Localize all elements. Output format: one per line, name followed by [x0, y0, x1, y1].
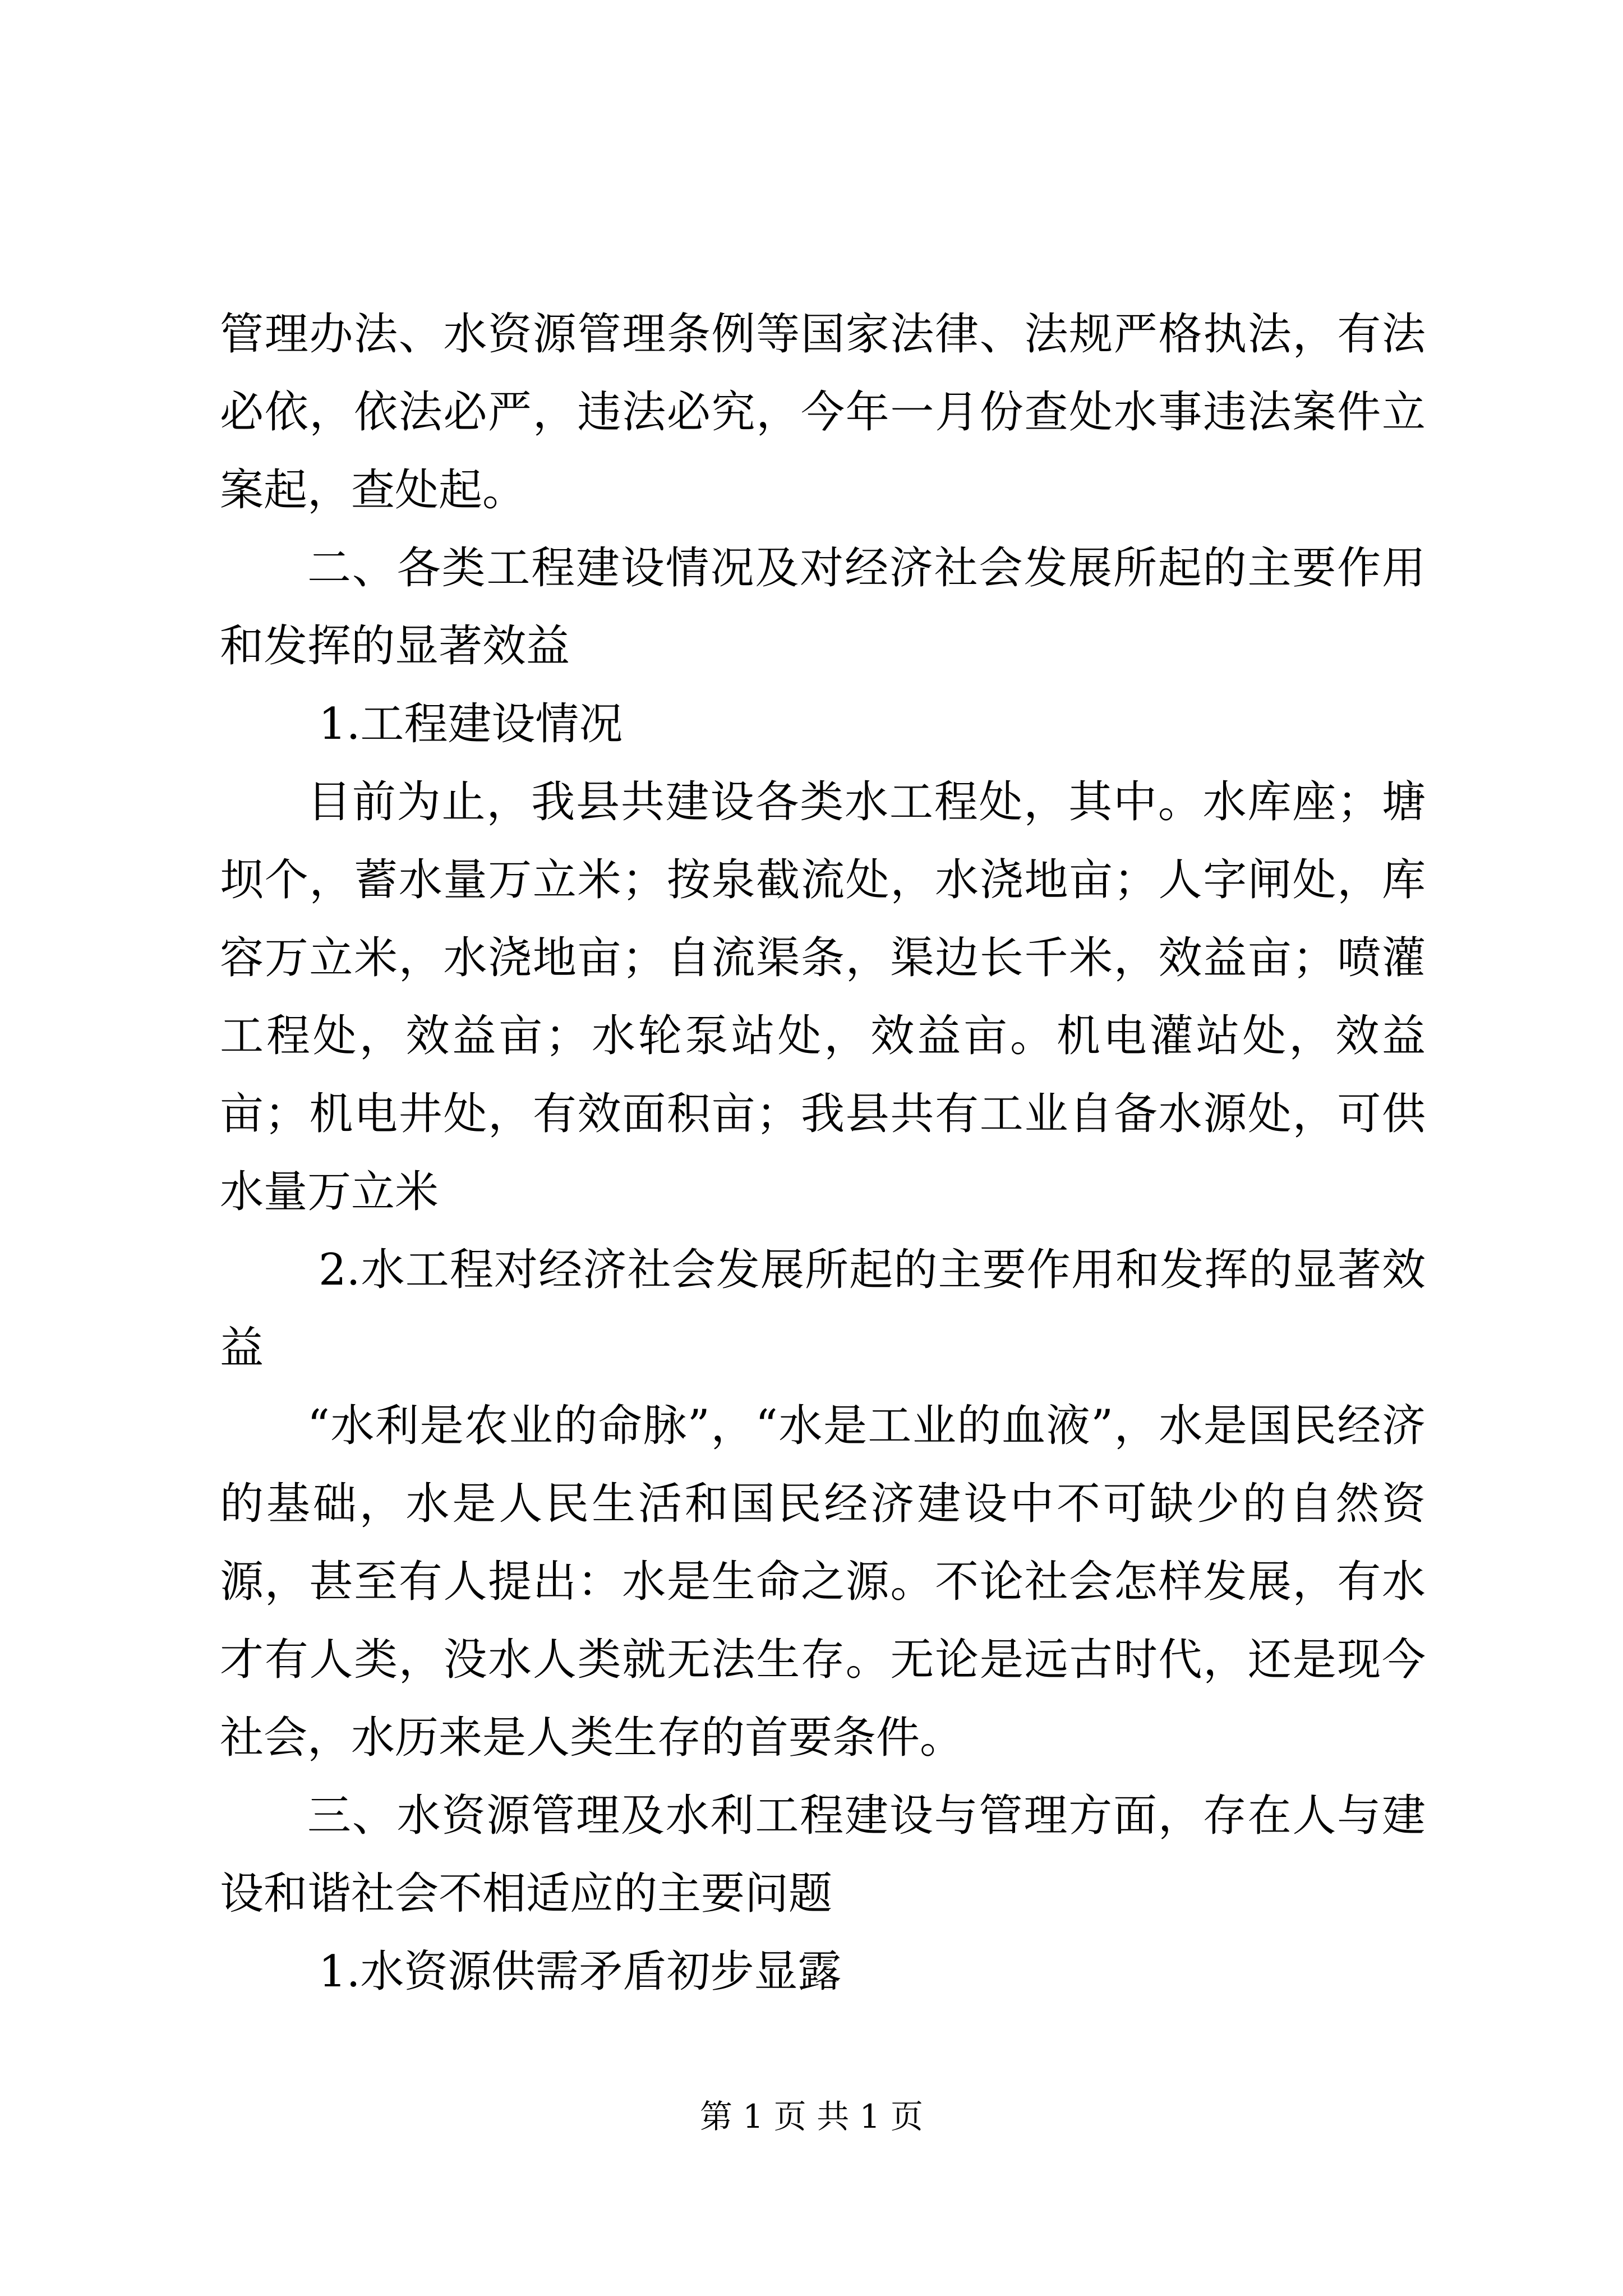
subheading-project-benefits: 2.水工程对经济社会发展所起的主要作用和发挥的显著效益	[220, 1245, 1426, 1373]
paragraph-water-importance: “水利是农业的命脉”，“水是工业的血液”，水是国民经济的基础，水是人民生活和国民经济建设中不可缺少的自然资源，甚至有人提出：水是生命之源。不论社会怎样发展，有水才有人类，没水人类就无法生存。无论是远古时代，还是现今社会，水历来是人类生存的首要条件。	[220, 1401, 1426, 1763]
page-footer: 第 1 页 共 1 页	[700, 2097, 923, 2136]
subheading-supply-demand: 1.水资源供需矛盾初步显露	[319, 1947, 842, 1997]
paragraph-project-statistics: 目前为止，我县共建设各类水工程处，其中。水库座；塘坝个，蓄水量万立米；按泉截流处，水浇地亩；人字闸处，库容万立米，水浇地亩；自流渠条，渠边长千米，效益亩；喷灌工程处，效益亩；水轮泵站处，效益亩。机电灌站处，效益亩；机电井处，有效面积亩；我县共有工业自备水源处，可供水量万立米	[220, 777, 1426, 1217]
heading-section-three: 三、水资源管理及水利工程建设与管理方面，存在人与建设和谐社会不相适应的主要问题	[220, 1791, 1426, 1919]
document-body	[220, 296, 1426, 2011]
paragraph-law-enforcement: 管理办法、水资源管理条例等国家法律、法规严格执法，有法必依，依法必严，违法必究，今年一月份查处水事违法案件立案起，查处起。	[220, 309, 1426, 516]
subheading-project-construction: 1.工程建设情况	[319, 699, 623, 749]
heading-section-two: 二、各类工程建设情况及对经济社会发展所起的主要作用和发挥的显著效益	[220, 543, 1426, 671]
